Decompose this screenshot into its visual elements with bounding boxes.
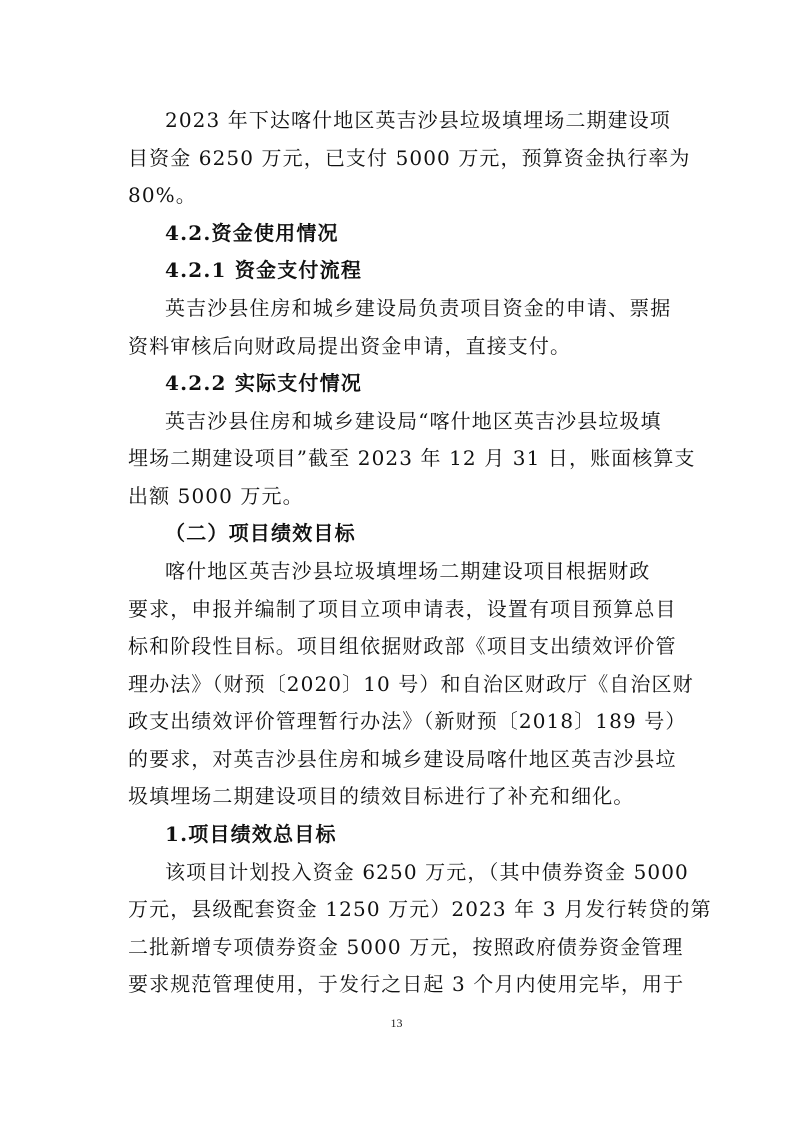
paragraph-line: 万元，县级配套资金 1250 万元）2023 年 3 月发行转贷的第 (128, 897, 712, 921)
paragraph-line: 资料审核后向财政局提出资金申请，直接支付。 (128, 334, 572, 358)
paragraph-line: 喀什地区英吉沙县垃圾填埋场二期建设项目根据财政 (165, 559, 651, 583)
paragraph-line: 目资金 6250 万元，已支付 5000 万元，预算资金执行率为 (128, 146, 691, 170)
paragraph-line: 二批新增专项债券资金 5000 万元，按照政府债券资金管理 (128, 935, 684, 959)
paragraph-line: 出额 5000 万元。 (128, 484, 304, 508)
paragraph-line: 理办法》（财预〔2020〕10 号）和自治区财政厅《自治区财 (128, 672, 694, 696)
paragraph-line: 埋场二期建设项目”截至 2023 年 12 月 31 日，账面核算支 (128, 446, 696, 470)
paragraph-line: 该项目计划投入资金 6250 万元，（其中债券资金 5000 (165, 860, 689, 884)
subsection-heading: 4.2.2 实际支付情况 (165, 371, 363, 395)
paragraph-line: 2023 年下达喀什地区英吉沙县垃圾填埋场二期建设项 (165, 108, 671, 132)
section-heading: （二）项目绩效目标 (165, 521, 356, 545)
paragraph-line: 圾填埋场二期建设项目的绩效目标进行了补充和细化。 (128, 784, 635, 808)
page-number: 13 (390, 1016, 403, 1030)
section-heading: 1.项目绩效总目标 (165, 822, 337, 846)
paragraph-line: 要求，申报并编制了项目立项申请表，设置有项目预算总目 (128, 597, 677, 621)
section-heading: 4.2.资金使用情况 (165, 221, 339, 245)
paragraph-line: 的要求，对英吉沙县住房和城乡建设局喀什地区英吉沙县垃 (128, 747, 677, 771)
paragraph-line: 英吉沙县住房和城乡建设局负责项目资金的申请、票据 (165, 296, 672, 320)
paragraph-line: 要求规范管理使用，于发行之日起 3 个月内使用完毕，用于 (128, 972, 685, 996)
paragraph-line: 标和阶段性目标。项目组依据财政部《项目支出绩效评价管 (128, 634, 677, 658)
paragraph-line: 英吉沙县住房和城乡建设局“喀什地区英吉沙县垃圾填 (165, 409, 662, 433)
subsection-heading: 4.2.1 资金支付流程 (165, 258, 363, 282)
paragraph-line: 政支出绩效评价管理暂行办法》（新财预〔2018〕189 号） (128, 709, 687, 733)
paragraph-line: 80%。 (128, 183, 197, 207)
